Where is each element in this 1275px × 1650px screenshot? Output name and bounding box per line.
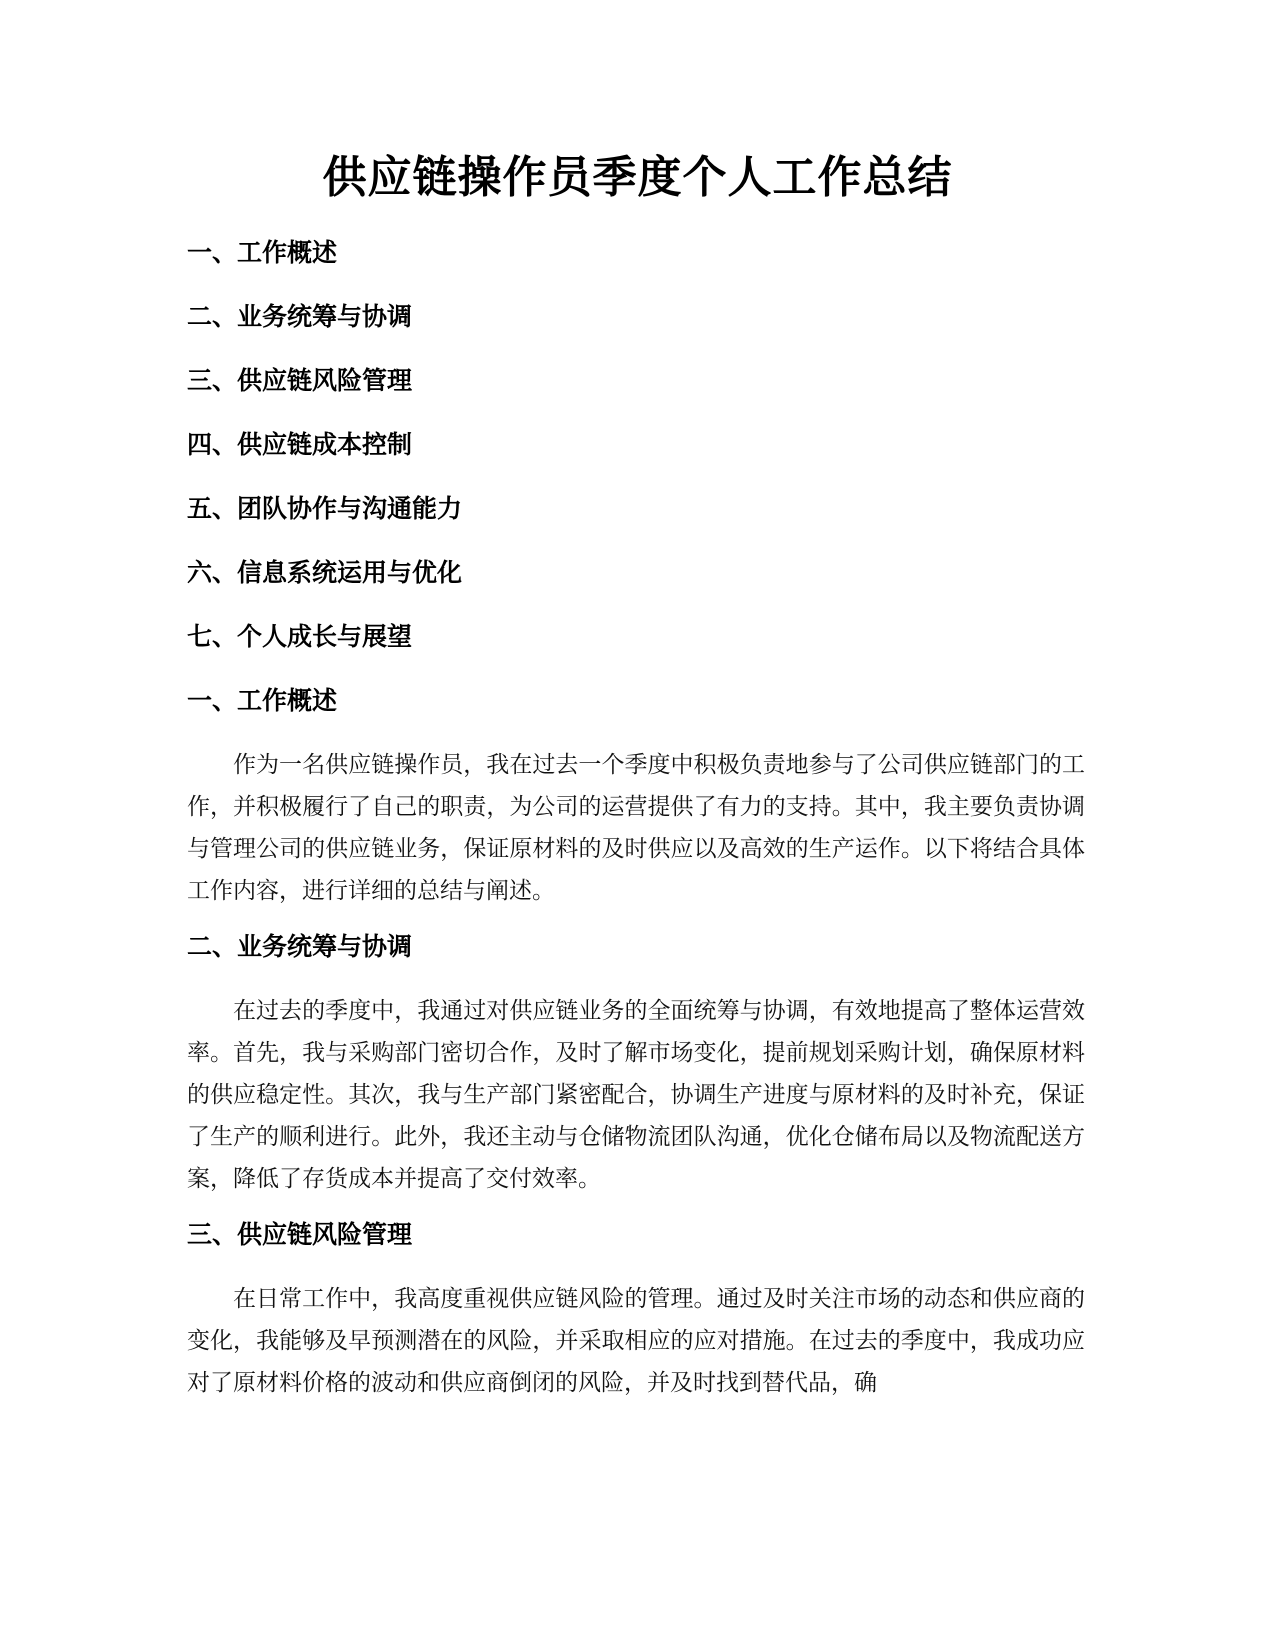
toc-item: 二、业务统筹与协调 bbox=[187, 302, 413, 331]
toc-item: 一、工作概述 bbox=[187, 238, 338, 267]
section-paragraph: 作为一名供应链操作员，我在过去一个季度中积极负责地参与了公司供应链部门的工作，并积极履行了自己的职责，为公司的运营提供了有力的支持。其中，我主要负责协调与管理公司的供应链业务，保证原材料的及时供应以及高效的生产运作。以下将结合具体工作内容，进行详细的总结与阐述。 bbox=[187, 752, 1085, 904]
toc-item: 四、供应链成本控制 bbox=[187, 430, 413, 459]
toc-item: 六、信息系统运用与优化 bbox=[187, 558, 463, 587]
section-heading: 三、供应链风险管理 bbox=[187, 1220, 413, 1249]
document-title: 供应链操作员季度个人工作总结 bbox=[322, 152, 953, 203]
section-heading: 一、工作概述 bbox=[187, 686, 338, 715]
section-paragraph: 在日常工作中，我高度重视供应链风险的管理。通过及时关注市场的动态和供应商的变化，我能够及早预测潜在的风险，并采取相应的应对措施。在过去的季度中，我成功应对了原材料价格的波动和供应商倒闭的风险，并及时找到替代品，确 bbox=[187, 1286, 1085, 1396]
toc-item: 三、供应链风险管理 bbox=[187, 366, 413, 395]
section-heading: 二、业务统筹与协调 bbox=[187, 932, 413, 961]
section-paragraph: 在过去的季度中，我通过对供应链业务的全面统筹与协调，有效地提高了整体运营效率。首先，我与采购部门密切合作，及时了解市场变化，提前规划采购计划，确保原材料的供应稳定性。其次，我与生产部门紧密配合，协调生产进度与原材料的及时补充，保证了生产的顺利进行。此外，我还主动与仓储物流团队沟通，优化仓储布局以及物流配送方案，降低了存货成本并提高了交付效率。 bbox=[187, 998, 1085, 1192]
toc-item: 五、团队协作与沟通能力 bbox=[187, 494, 463, 523]
toc-item: 七、个人成长与展望 bbox=[187, 622, 413, 651]
